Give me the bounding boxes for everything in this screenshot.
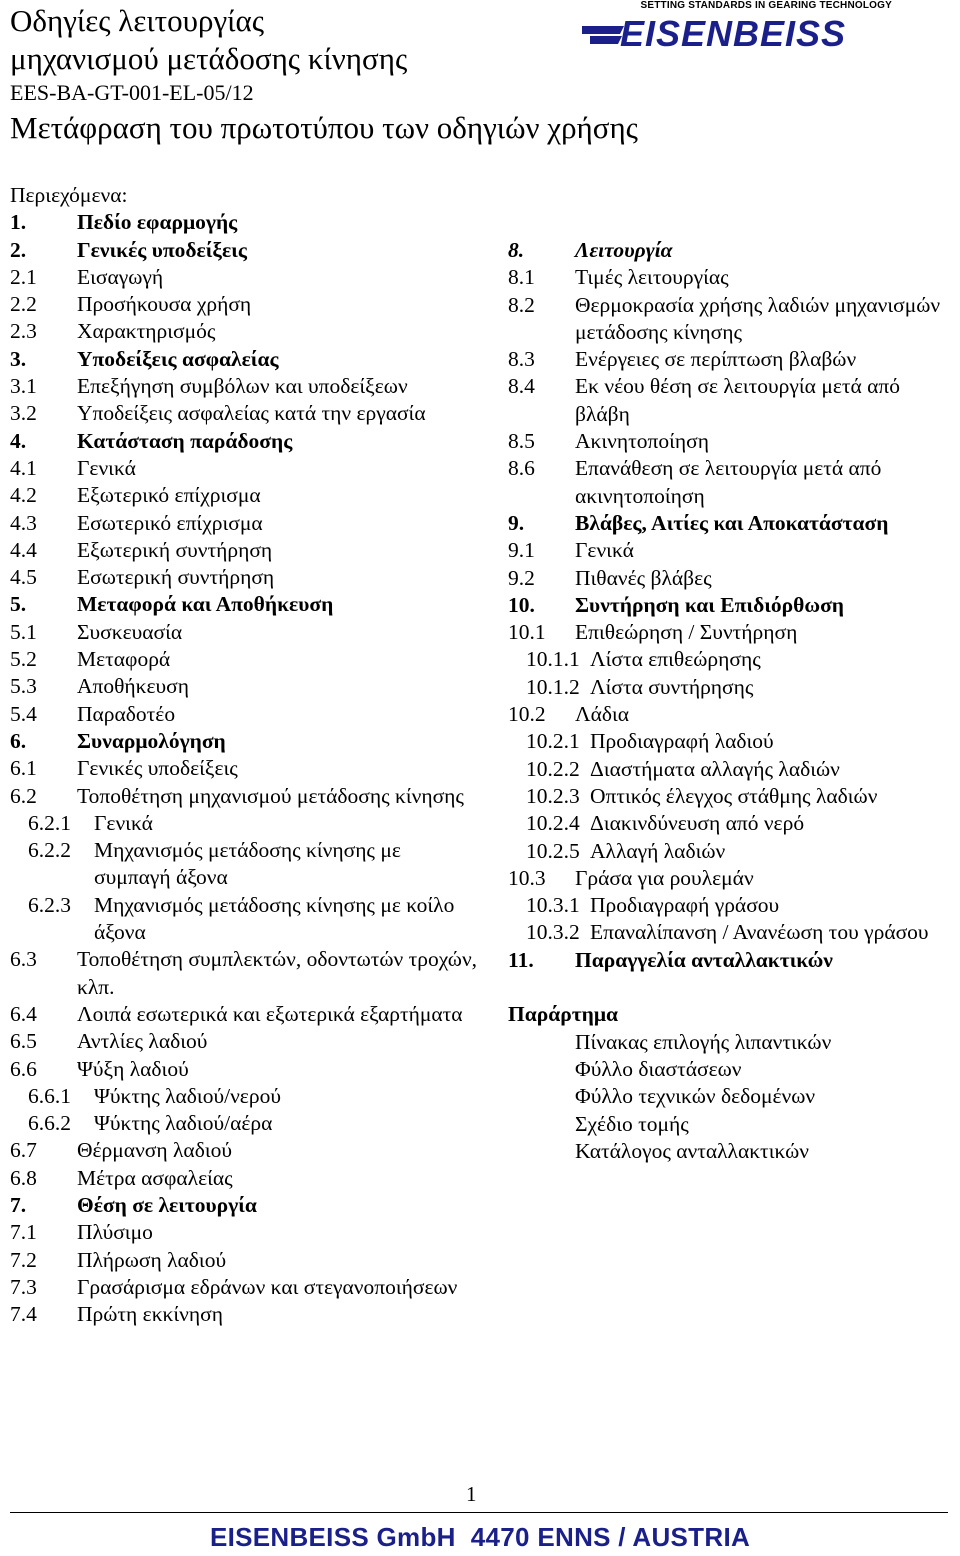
toc-entry-number: 10.3.2 (526, 920, 580, 945)
toc-entry-title: Γενικές υποδείξεις (77, 237, 247, 262)
eisenbeiss-logo (580, 0, 930, 54)
toc-entry-title: Υποδείξεις ασφαλείας κατά την εργασία (77, 401, 426, 426)
toc-entry (508, 237, 948, 264)
toc-entry-title: Επανάθεση σε λειτουργία μετά από ακινητοποίηση (575, 456, 882, 508)
toc-entry-title: Θερμοκρασία χρήσης λαδιών μηχανισμών μετάδοσης κίνησης (575, 292, 941, 344)
toc-entry-title: Οπτικός έλεγχος στάθμης λαδιών (590, 783, 878, 808)
appendix-list (508, 1029, 948, 1165)
toc-entry (10, 1165, 480, 1192)
toc-entry (10, 291, 480, 318)
toc-entry (10, 591, 480, 618)
toc-entry-number: 2.1 (10, 264, 37, 289)
toc-entry-title: Εξωτερική συντήρηση (77, 537, 273, 562)
logo-wordmark-graphic (580, 10, 930, 54)
toc-entry-title: Εκ νέου θέση σε λειτουργία μετά από βλάβη (575, 374, 901, 426)
toc-entry (10, 1137, 480, 1164)
toc-entry-number: 2.3 (10, 319, 37, 344)
toc-entry-title: Θέση σε λειτουργία (77, 1192, 257, 1217)
toc-entry (508, 701, 948, 728)
toc-entry-title: Τοποθέτηση συμπλεκτών, οδοντωτών τροχών, κλπ. (77, 947, 478, 999)
toc-entry (508, 838, 948, 865)
toc-entry-title: Συντήρηση και Επιδιόρθωση (575, 592, 845, 617)
toc-entry-number: 5.3 (10, 674, 37, 699)
toc-entry (10, 373, 480, 400)
toc-entry-number: 10.1 (508, 620, 546, 645)
toc-entry-number: 6.6.1 (28, 1083, 71, 1108)
toc-entry-number: 9.1 (508, 538, 535, 563)
toc-entry-number: 8.3 (508, 347, 535, 372)
toc-entry (508, 592, 948, 619)
toc-entry-number: 3.2 (10, 401, 37, 426)
toc-entry-title: Λάδια (575, 702, 630, 727)
toc-entry-title: Πεδίο εφαρμογής (77, 210, 238, 235)
toc-entry (10, 455, 480, 482)
toc-entry-title: Μέτρα ασφαλείας (77, 1165, 233, 1190)
logo-tagline: SETTING STANDARDS IN GEARING TECHNOLOGY (640, 0, 892, 11)
toc-entry (508, 346, 948, 373)
toc-entry-title: Πιθανές βλάβες (575, 565, 712, 590)
toc-entry-title: Παραγγελία ανταλλακτικών (575, 947, 833, 972)
toc-entry-title: Λίστα επιθεώρησης (590, 647, 761, 672)
toc-entry-title: Προδιαγραφή λαδιού (590, 729, 774, 754)
appendix-heading: Παράρτημα (508, 1002, 619, 1027)
toc-entry (508, 646, 948, 673)
toc-entry-title: Αποθήκευση (77, 674, 190, 699)
toc-entry (10, 837, 480, 892)
toc-entry-number: 8.1 (508, 265, 535, 290)
toc-entry (10, 264, 480, 291)
toc-entry-title: Γενικά (77, 455, 136, 480)
toc-entry-title: Προσήκουσα χρήση (77, 292, 252, 317)
toc-entry-number: 9. (508, 510, 525, 535)
toc-entry (508, 537, 948, 564)
toc-entry-number: 10.2.2 (526, 756, 580, 781)
footer-address: 4470 ENNS / AUSTRIA (470, 1522, 751, 1552)
toc-entry-title: Γενικά (575, 538, 634, 563)
toc-entry-title: Ψύκτης λαδιού/νερού (94, 1083, 281, 1108)
toc-entry-number: 6.1 (10, 756, 37, 781)
toc-entry (10, 810, 480, 837)
toc-entry (508, 756, 948, 783)
toc-entry-number: 7.4 (10, 1302, 37, 1327)
toc-entry-title: Γενικά (94, 810, 153, 835)
toc-entry-number: 10.2.5 (526, 838, 580, 863)
toc-entry (10, 482, 480, 509)
toc-entry (10, 1110, 480, 1137)
toc-entry (10, 619, 480, 646)
toc-entry-title: Εισαγωγή (77, 264, 164, 289)
toc-entry-number: 7. (10, 1192, 27, 1217)
toc-entry-title: Αλλαγή λαδιών (590, 838, 726, 863)
toc-entry-number: 10. (508, 592, 535, 617)
toc-entry-title: Εσωτερική συντήρηση (77, 565, 275, 590)
toc-entry-title: Κατάσταση παράδοσης (77, 428, 293, 453)
toc-entry (508, 947, 948, 974)
toc-entry-number: 10.3.1 (526, 893, 580, 918)
toc-entry-title: Μεταφορά (77, 647, 171, 672)
toc-entry-number: 4.4 (10, 537, 37, 562)
toc-entry (10, 728, 480, 755)
document-title-line-2: μηχανισμού μετάδοσης κίνησης (10, 41, 408, 76)
toc-entry-number: 4.2 (10, 483, 37, 508)
toc-entry-number: 2. (10, 237, 27, 262)
toc-right-list (508, 237, 948, 974)
toc-entry-number: 2.2 (10, 292, 37, 317)
toc-entry-title: Τιμές λειτουργίας (575, 265, 729, 290)
toc-entry-number: 1. (10, 210, 27, 235)
toc-entry-title: Λίστα συντήρησης (590, 674, 754, 699)
toc-entry-title: Προδιαγραφή γράσου (590, 893, 780, 918)
toc-right-column (508, 237, 948, 1165)
toc-entry-title: Μηχανισμός μετάδοσης κίνησης με συμπαγή άξονα (94, 838, 401, 890)
toc-entry-title: Γρασάρισμα εδράνων και στεγανοποιήσεων (77, 1274, 458, 1299)
toc-entry (10, 646, 480, 673)
toc-entry (508, 565, 948, 592)
toc-entry-title: Παραδοτέο (77, 701, 176, 726)
toc-entry-title: Βλάβες, Αιτίες και Αποκατάσταση (575, 510, 889, 535)
footer (0, 1522, 960, 1553)
toc-entry (10, 237, 480, 264)
toc-entry (508, 783, 948, 810)
toc-entry-title: Εσωτερικό επίχρισμα (77, 510, 263, 535)
toc-entry (10, 1001, 480, 1028)
toc-entry-number: 9.2 (508, 565, 535, 590)
toc-entry-number: 10.1.2 (526, 674, 580, 699)
toc-entry-title: Ψύξη λαδιού (77, 1056, 189, 1081)
toc-entry-number: 5. (10, 592, 27, 617)
toc-entry-title: Πλύσιμο (77, 1220, 153, 1245)
toc-entry-number: 6.6.2 (28, 1111, 71, 1136)
toc-entry-number: 11. (508, 947, 534, 972)
toc-entry-number: 8.6 (508, 456, 535, 481)
toc-entry (10, 318, 480, 345)
toc-entry-title: Επαναλίπανση / Ανανέωση του γράσου (590, 920, 929, 945)
footer-company: EISENBEISS GmbH (209, 1522, 456, 1552)
toc-entry (10, 209, 480, 236)
logo-swoosh-icon (582, 26, 624, 34)
toc-entry-number: 5.1 (10, 619, 37, 644)
toc-entry-number: 4.1 (10, 455, 37, 480)
toc-entry-number: 6.3 (10, 947, 37, 972)
toc-entry (10, 1083, 480, 1110)
toc-entry (10, 1192, 480, 1219)
toc-entry-number: 6.8 (10, 1165, 37, 1190)
document-subtitle: Μετάφραση του πρωτοτύπου των οδηγιών χρήσης (10, 110, 638, 145)
toc-entry (10, 701, 480, 728)
toc-entry (508, 264, 948, 291)
toc-entry-title: Θέρμανση λαδιού (77, 1138, 233, 1163)
footer-rule (10, 1512, 948, 1513)
logo-wordmark: EISENBEISS (620, 13, 847, 54)
document-code: EES-BA-GT-001-EL-05/12 (10, 80, 254, 105)
toc-entry-number: 10.3 (508, 865, 546, 890)
toc-entry (10, 783, 480, 810)
toc-entry-title: Ψύκτης λαδιού/αέρα (94, 1111, 273, 1136)
appendix-item: Σχέδιο τομής (575, 1111, 689, 1136)
toc-entry-title: Εξωτερικό επίχρισμα (77, 483, 261, 508)
toc-entry-number: 3. (10, 346, 27, 371)
toc-entry (508, 865, 948, 892)
toc-entry-number: 10.2.3 (526, 783, 580, 808)
toc-entry-title: Γράσα για ρουλεμάν (575, 865, 754, 890)
toc-entry-title: Χαρακτηρισμός (77, 319, 216, 344)
appendix-item: Κατάλογος ανταλλακτικών (575, 1138, 809, 1163)
toc-entry-number: 6.7 (10, 1138, 37, 1163)
toc-entry (10, 755, 480, 782)
toc-entry (10, 892, 480, 947)
toc-entry-title: Πλήρωση λαδιού (77, 1247, 227, 1272)
toc-entry (508, 619, 948, 646)
toc-left-column (10, 182, 480, 1328)
toc-entry-number: 4.5 (10, 565, 37, 590)
toc-entry-number: 6.2.2 (28, 838, 71, 863)
page-number: 1 (466, 1482, 477, 1506)
toc-entry-title: Διαστήματα αλλαγής λαδιών (590, 756, 840, 781)
toc-entry-number: 3.1 (10, 374, 37, 399)
toc-entry-number: 8. (508, 238, 525, 262)
toc-entry (508, 510, 948, 537)
appendix-item: Φύλλο τεχνικών δεδομένων (575, 1084, 816, 1109)
toc-entry (10, 1028, 480, 1055)
toc-entry (508, 292, 948, 347)
toc-entry-number: 10.1.1 (526, 647, 580, 672)
toc-entry-title: Ακινητοποίηση (575, 429, 709, 454)
toc-entry (10, 564, 480, 591)
toc-entry-title: Μεταφορά και Αποθήκευση (77, 592, 334, 617)
toc-entry-number: 6.6 (10, 1056, 37, 1081)
toc-entry-number: 10.2.4 (526, 811, 580, 836)
appendix-item: Φύλλο διαστάσεων (575, 1056, 742, 1081)
toc-entry-title: Λειτουργία (575, 238, 673, 262)
toc-entry-number: 6.2.1 (28, 810, 71, 835)
toc-entry-number: 5.2 (10, 647, 37, 672)
toc-entry-number: 10.2 (508, 702, 546, 727)
toc-entry-title: Επεξήγηση συμβόλων και υποδείξεων (77, 374, 408, 399)
toc-entry (10, 400, 480, 427)
toc-entry (10, 510, 480, 537)
toc-entry (508, 455, 948, 510)
toc-entry-title: Τοποθέτηση μηχανισμού μετάδοσης κίνησης (77, 783, 464, 808)
toc-entry (508, 892, 948, 919)
toc-entry-number: 10.2.1 (526, 729, 580, 754)
toc-entry (508, 919, 948, 946)
toc-entry-number: 4.3 (10, 510, 37, 535)
toc-entry (10, 946, 480, 1001)
appendix-item: Πίνακας επιλογής λιπαντικών (575, 1029, 832, 1054)
toc-entry-number: 5.4 (10, 701, 37, 726)
toc-entry (10, 673, 480, 700)
toc-entry-number: 6.2 (10, 783, 37, 808)
toc-entry-number: 6.2.3 (28, 892, 71, 917)
toc-entry (10, 1247, 480, 1274)
toc-entry-number: 7.3 (10, 1274, 37, 1299)
toc-entry-title: Λοιπά εσωτερικά και εξωτερικά εξαρτήματα (77, 1001, 463, 1026)
toc-entry (508, 728, 948, 755)
document-title-line-1: Οδηγίες λειτουργίας (10, 3, 265, 38)
toc-entry (10, 1056, 480, 1083)
toc-entry-number: 6.4 (10, 1001, 37, 1026)
toc-entry (10, 537, 480, 564)
toc-entry-number: 6. (10, 728, 27, 753)
toc-entry-number: 8.2 (508, 292, 535, 317)
toc-entry-title: Πρώτη εκκίνηση (77, 1302, 223, 1327)
toc-entry-number: 7.1 (10, 1220, 37, 1245)
toc-entry-title: Υποδείξεις ασφαλείας (77, 346, 279, 371)
toc-entry (508, 373, 948, 428)
toc-entry-title: Συσκευασία (77, 619, 183, 644)
toc-entry (508, 428, 948, 455)
toc-entry-title: Ενέργειες σε περίπτωση βλαβών (575, 347, 857, 372)
toc-entry (508, 674, 948, 701)
toc-left-list (10, 209, 480, 1328)
toc-entry-title: Μηχανισμός μετάδοσης κίνησης με κοίλο άξονα (94, 892, 455, 945)
toc-entry (10, 1219, 480, 1246)
toc-entry-number: 8.5 (508, 429, 535, 454)
toc-entry-title: Συναρμολόγηση (77, 728, 226, 753)
toc-entry-number: 6.5 (10, 1029, 37, 1054)
toc-entry (10, 428, 480, 455)
toc-entry (10, 346, 480, 373)
toc-heading: Περιεχόμενα: (10, 183, 128, 207)
toc-entry-number: 8.4 (508, 374, 535, 399)
toc-entry-title: Διακινδύνευση από νερό (590, 811, 805, 836)
toc-entry (508, 810, 948, 837)
toc-entry-title: Γενικές υποδείξεις (77, 756, 238, 781)
toc-entry-number: 4. (10, 428, 27, 453)
toc-entry-title: Αντλίες λαδιού (77, 1029, 208, 1054)
toc-entry-number: 7.2 (10, 1247, 37, 1272)
toc-entry (10, 1274, 480, 1301)
toc-entry (10, 1301, 480, 1328)
toc-entry-title: Επιθεώρηση / Συντήρηση (575, 620, 798, 645)
